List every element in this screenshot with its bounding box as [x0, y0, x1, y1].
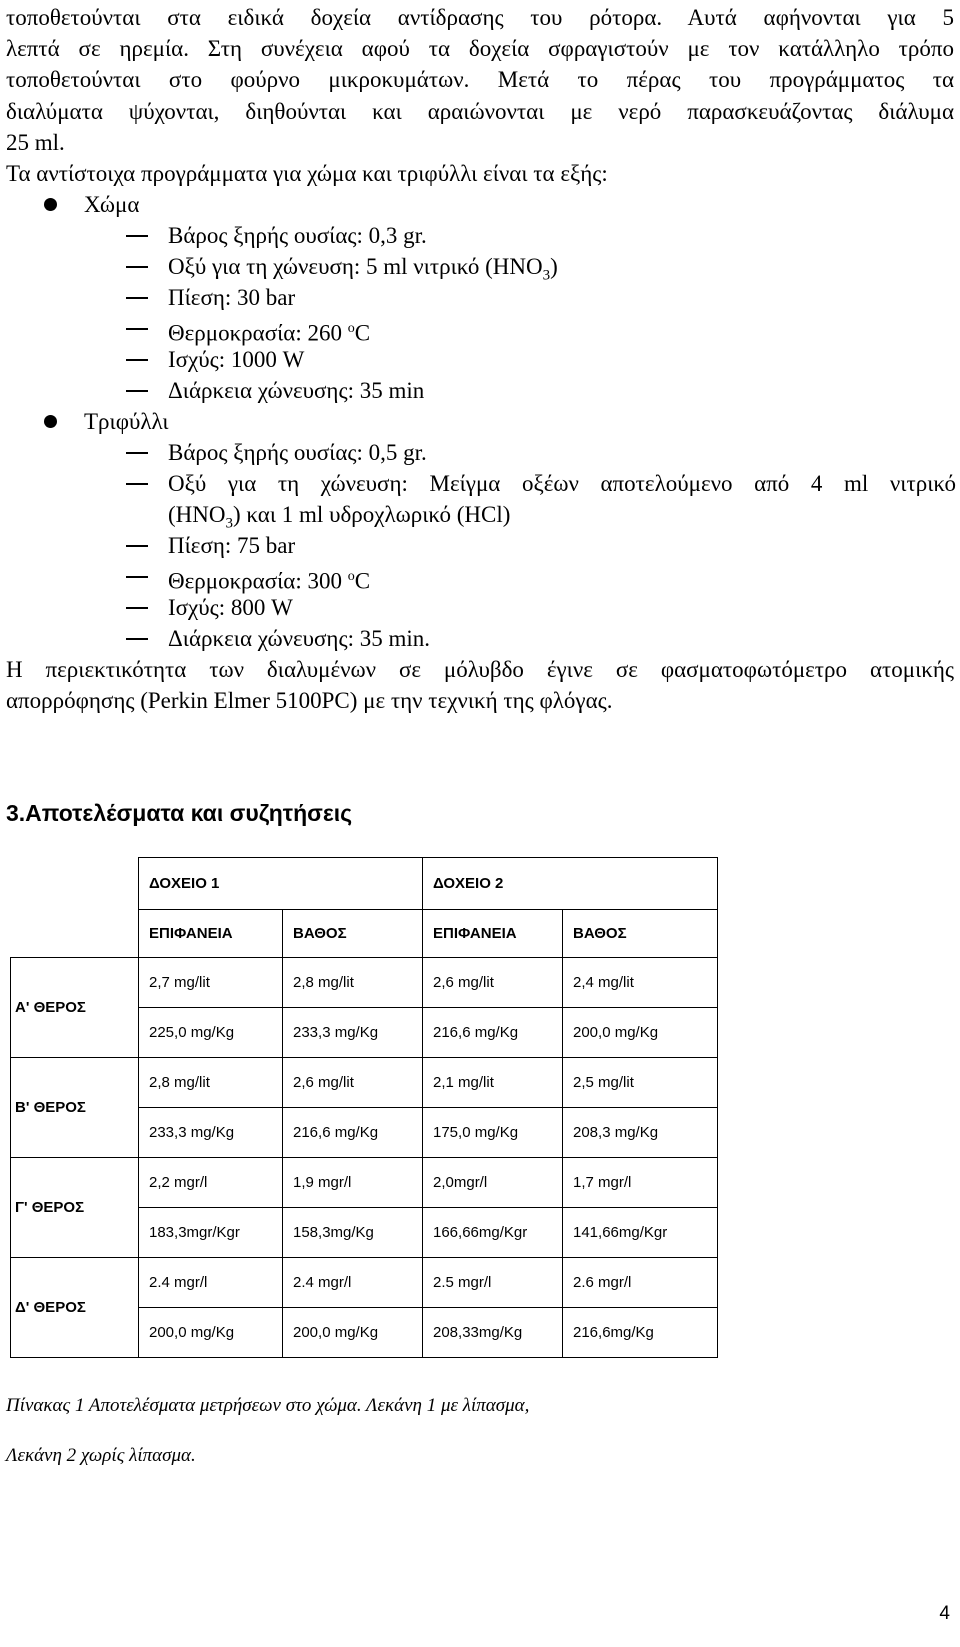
- season-cell: [11, 1258, 139, 1358]
- table-cell: [563, 1308, 718, 1358]
- cell-value: 175,0 mg/Kg: [433, 1124, 519, 1141]
- cell-value: 216,6 mg/Kg: [293, 1124, 379, 1141]
- acid-text: (HNO: [168, 502, 226, 527]
- section-title: 3.Αποτελέσματα και συζητήσεις: [6, 800, 353, 826]
- dash-icon: [126, 545, 148, 547]
- measurement-paragraph: [6, 654, 954, 716]
- soil-item-text: Διάρκεια χώνευσης: 35 min: [168, 378, 425, 403]
- dash-icon: [126, 607, 148, 609]
- dash-icon: [126, 483, 148, 485]
- bullet-clover-title: Τριφύλλι: [84, 409, 169, 434]
- cell-value: 200,0 mg/Kg: [149, 1324, 235, 1341]
- column-header-label: ΒΑΘΟΣ: [293, 925, 347, 942]
- clover-item-text: Ισχύς: 800 W: [168, 595, 293, 620]
- tank1-header: [139, 858, 423, 910]
- subscript: 3: [225, 515, 233, 532]
- soil-acid-text: Οξύ για τη χώνευση: 5 ml νιτρικό (HNO: [168, 254, 543, 279]
- cell-value: 158,3mg/Kg: [293, 1224, 374, 1241]
- table-cell: [283, 1108, 423, 1158]
- season-label: Α' ΘΕΡΟΣ: [15, 999, 86, 1016]
- column-header-label: ΕΠΙΦΑΝΕΙΑ: [433, 925, 517, 942]
- table-cell: [423, 1208, 563, 1258]
- cell-value: 208,33mg/Kg: [433, 1324, 523, 1341]
- table-caption-line2: Λεκάνη 2 χωρίς λίπασμα.: [6, 1445, 196, 1466]
- table-cell: [423, 1058, 563, 1108]
- dash-icon: [126, 328, 148, 330]
- table-cell: [423, 958, 563, 1008]
- table-cell: [283, 1158, 423, 1208]
- cell-value: 1,9 mgr/l: [293, 1174, 352, 1191]
- table-cell: [563, 958, 718, 1008]
- table-cell: [139, 1158, 283, 1208]
- intro-paragraph: [6, 2, 954, 158]
- table-cell: [423, 1008, 563, 1058]
- cell-value: 2,8 mg/lit: [293, 974, 354, 991]
- dash-icon: [126, 266, 148, 268]
- season-label: Γ' ΘΕΡΟΣ: [15, 1199, 85, 1216]
- celsius-unit: C: [354, 568, 371, 594]
- table-cell: [139, 958, 283, 1008]
- cell-value: 200,0 mg/Kg: [573, 1024, 659, 1041]
- cell-value: 1,7 mgr/l: [573, 1174, 632, 1191]
- table-cell: [423, 1308, 563, 1358]
- cell-value: 2.6 mgr/l: [573, 1274, 632, 1291]
- table-cell: [139, 1208, 283, 1258]
- text-line: λεπτά σε ηρεμία. Στη συνέχεια αφού τα δοχεία σφραγιστούν με τον κατάλληλο τρόπο: [6, 36, 954, 62]
- cell-value: 2,4 mg/lit: [573, 974, 634, 991]
- cell-value: 216,6 mg/Kg: [433, 1024, 519, 1041]
- table-header-row: [11, 858, 718, 910]
- table-cell: [563, 1108, 718, 1158]
- season-cell: [11, 1158, 139, 1258]
- cell-value: 216,6mg/Kg: [573, 1324, 654, 1341]
- table-cell: [563, 1208, 718, 1258]
- table-row: [11, 1258, 718, 1308]
- soil-item-text: Πίεση: 30 bar: [168, 285, 296, 310]
- column-header: [563, 910, 718, 958]
- table-cell: [283, 958, 423, 1008]
- text-line: 25 ml.: [6, 129, 65, 155]
- dash-icon: [126, 359, 148, 361]
- table-corner: [11, 858, 139, 910]
- season-cell: [11, 958, 139, 1058]
- cell-value: 2,2 mgr/l: [149, 1174, 208, 1191]
- table-cell: [283, 1208, 423, 1258]
- dash-icon: [126, 390, 148, 392]
- text-line: τοποθετούνται στα ειδικά δοχεία αντίδρασης του ρότορα. Αυτά αφήνονται για 5: [6, 5, 954, 30]
- cell-value: 225,0 mg/Kg: [149, 1024, 235, 1041]
- cell-value: 2,5 mg/lit: [573, 1074, 634, 1091]
- tank2-header: [423, 858, 718, 910]
- text-line: Η περιεκτικότητα των διαλυμένων σε μόλυβδο έγινε σε φασματοφωτόμετρο ατομικής: [6, 657, 954, 682]
- table-cell: [563, 1158, 718, 1208]
- table-cell: [563, 1058, 718, 1108]
- cell-value: 141,66mg/Kgr: [573, 1224, 668, 1241]
- table-cell: [139, 1008, 283, 1058]
- clover-item-text: Βάρος ξηρής ουσίας: 0,5 gr.: [168, 440, 427, 465]
- table-row: [11, 1158, 718, 1208]
- cell-value: 2.4 mgr/l: [293, 1274, 352, 1291]
- table-subheader-row: [11, 910, 718, 958]
- text-line: διαλύματα ψύχονται, διηθούνται και αραιώνονται με νερό παρασκευάζοντας διάλυμα: [6, 98, 954, 124]
- tank1-label: ΔΟΧΕΙΟ 1: [149, 875, 220, 892]
- cell-value: 2,0mgr/l: [433, 1174, 488, 1191]
- cell-value: 2.5 mgr/l: [433, 1274, 492, 1291]
- text-line: τοποθετούνται στο φούρνο μικροκυμάτων. Μετά το πέρας του προγράμματος τα: [6, 67, 954, 93]
- cell-value: 200,0 mg/Kg: [293, 1324, 379, 1341]
- dash-icon: [126, 576, 148, 578]
- tank2-label: ΔΟΧΕΙΟ 2: [433, 875, 504, 892]
- bullet-dot-icon: [44, 415, 57, 428]
- table-cell: [423, 1108, 563, 1158]
- column-header: [283, 910, 423, 958]
- table-cell: [139, 1058, 283, 1108]
- cell-value: 2,6 mg/lit: [293, 1074, 354, 1091]
- bullet-soil-title: Χώμα: [84, 192, 140, 217]
- column-header-label: ΒΑΘΟΣ: [573, 925, 627, 942]
- table-corner: [11, 910, 139, 958]
- season-label: Β' ΘΕΡΟΣ: [15, 1099, 86, 1116]
- dash-icon: [126, 638, 148, 640]
- table-cell: [283, 1308, 423, 1358]
- cell-value: 2,6 mg/lit: [433, 974, 494, 991]
- clover-item-text: Διάρκεια χώνευσης: 35 min.: [168, 626, 430, 651]
- text-line: απορρόφησης (Perkin Elmer 5100PC) με την τεχνική της φλόγας.: [6, 688, 613, 714]
- cell-value: 233,3 mg/Kg: [293, 1024, 379, 1041]
- acid-text: ) και 1 ml υδροχλωρικό (HCl): [233, 502, 511, 527]
- table-cell: [283, 1258, 423, 1308]
- table-cell: [283, 1058, 423, 1108]
- cell-value: 183,3mgr/Kgr: [149, 1224, 240, 1241]
- table-row: [11, 1058, 718, 1108]
- soil-temp-text: Θερμοκρασία: 260: [168, 320, 348, 346]
- table-cell: [139, 1108, 283, 1158]
- table-caption-line1: Πίνακας 1 Αποτελέσματα μετρήσεων στο χώμα. Λεκάνη 1 με λίπασμα,: [6, 1395, 530, 1416]
- paren: ): [550, 254, 558, 279]
- bullet-dot-icon: [44, 198, 57, 211]
- dash-icon: [126, 452, 148, 454]
- column-header-label: ΕΠΙΦΑΝΕΙΑ: [149, 925, 233, 942]
- degree-symbol: o: [347, 321, 355, 336]
- table-cell: [139, 1258, 283, 1308]
- results-table: [10, 857, 718, 1358]
- soil-item-text: Ισχύς: 1000 W: [168, 347, 305, 372]
- dash-icon: [126, 235, 148, 237]
- table-cell: [563, 1258, 718, 1308]
- clover-temp-text: Θερμοκρασία: 300: [168, 568, 348, 594]
- programs-intro: [6, 158, 954, 189]
- table-cell: [283, 1008, 423, 1058]
- clover-item-text: Οξύ για τη χώνευση: Μείγμα οξέων αποτελούμενο από 4 ml νιτρικό: [168, 471, 956, 496]
- soil-item-text: Βάρος ξηρής ουσίας: 0,3 gr.: [168, 223, 427, 248]
- cell-value: 166,66mg/Kgr: [433, 1224, 528, 1241]
- subscript: 3: [542, 267, 551, 284]
- table-cell: [423, 1158, 563, 1208]
- page-number: 4: [939, 1603, 950, 1624]
- cell-value: 2,8 mg/lit: [149, 1074, 210, 1091]
- season-cell: [11, 1058, 139, 1158]
- table-cell: [139, 1308, 283, 1358]
- cell-value: 2.4 mgr/l: [149, 1274, 208, 1291]
- programs-intro-text: Τα αντίστοιχα προγράμματα για χώμα και τριφύλλι είναι τα εξής:: [6, 161, 608, 186]
- cell-value: 2,1 mg/lit: [433, 1074, 494, 1091]
- cell-value: 2,7 mg/lit: [149, 974, 210, 991]
- table-cell: [423, 1258, 563, 1308]
- celsius-unit: C: [354, 320, 371, 346]
- table-cell: [563, 1008, 718, 1058]
- dash-icon: [126, 297, 148, 299]
- cell-value: 208,3 mg/Kg: [573, 1124, 659, 1141]
- degree-symbol: o: [347, 569, 355, 584]
- cell-value: 233,3 mg/Kg: [149, 1124, 235, 1141]
- table-row: [11, 958, 718, 1008]
- clover-item-text: Πίεση: 75 bar: [168, 533, 296, 558]
- column-header: [423, 910, 563, 958]
- season-label: Δ' ΘΕΡΟΣ: [15, 1299, 86, 1316]
- column-header: [139, 910, 283, 958]
